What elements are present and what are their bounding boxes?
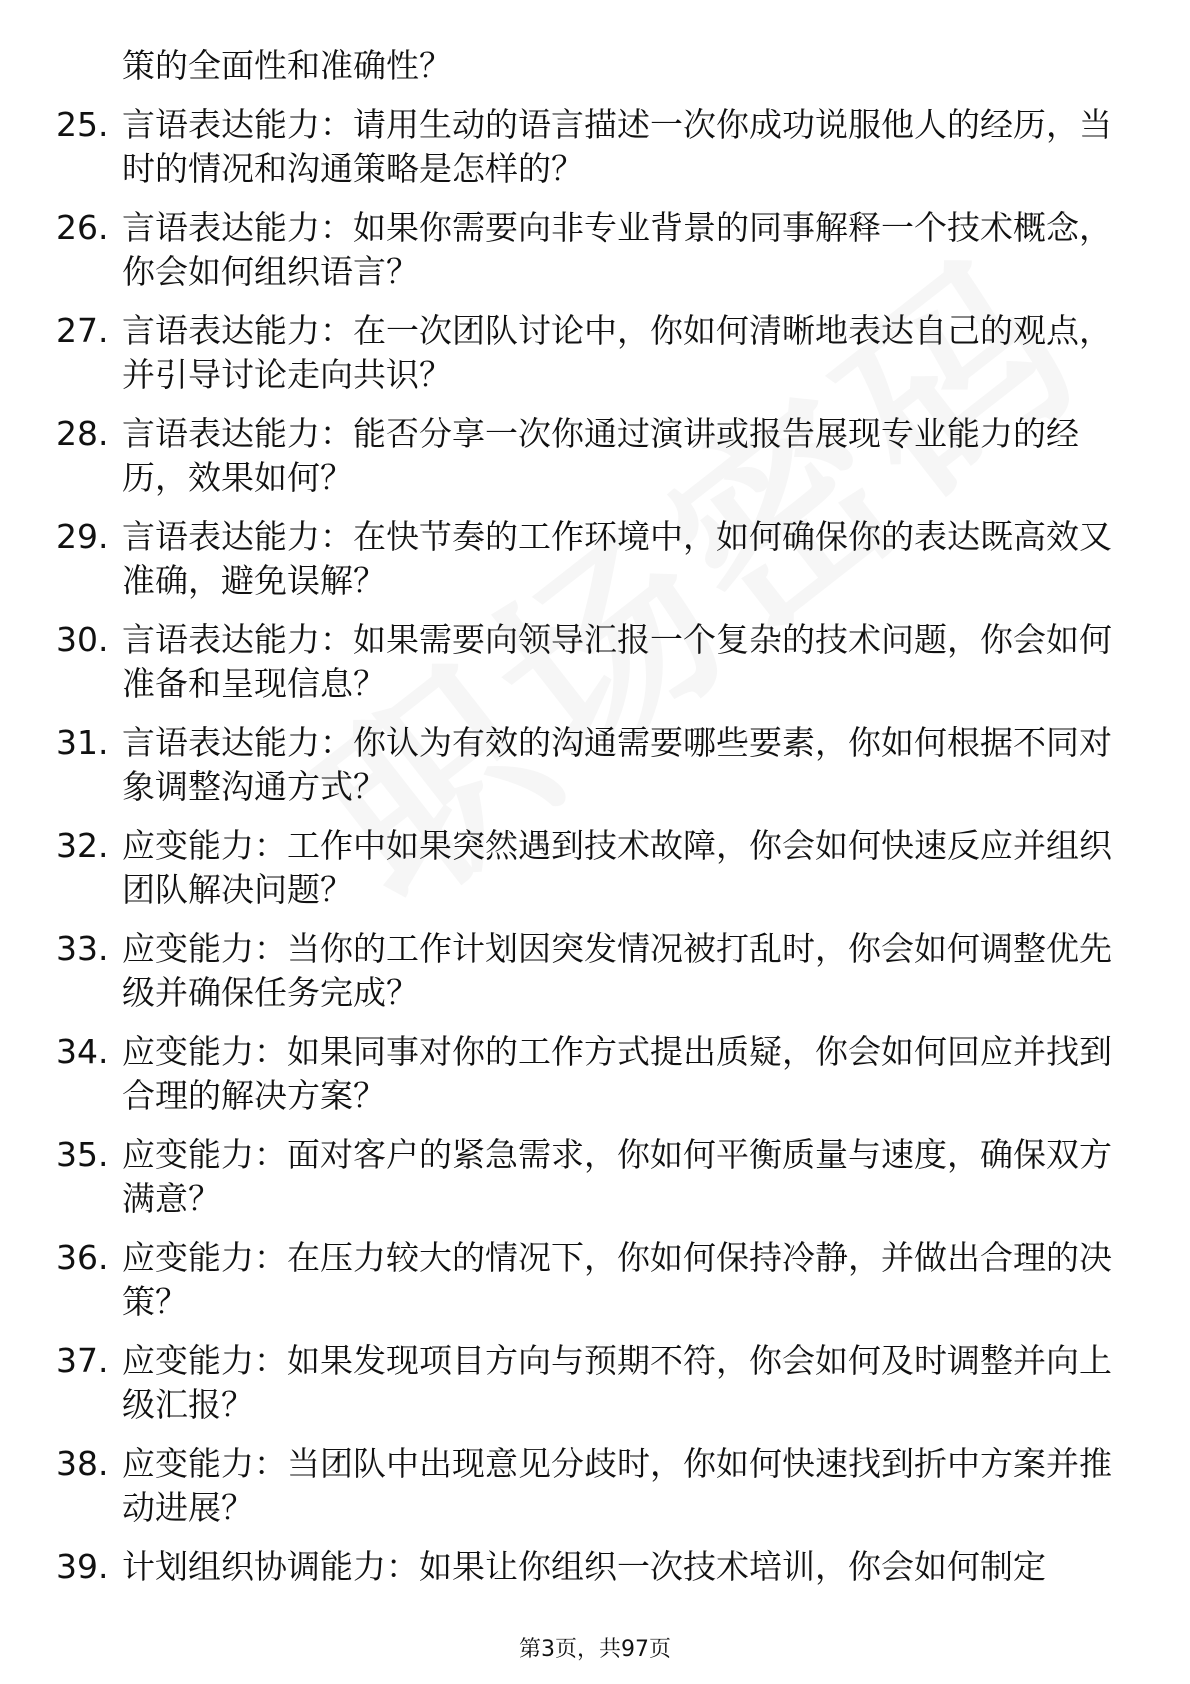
question-text: 言语表达能力：请用生动的语言描述一次你成功说服他人的经历，当时的情况和沟通策略是怎样的？ (122, 105, 1112, 188)
question-text: 应变能力：当团队中出现意见分歧时，你如何快速找到折中方案并推动进展？ (122, 1444, 1112, 1527)
question-number: 39. (56, 1547, 109, 1586)
question-text: 言语表达能力：你认为有效的沟通需要哪些要素，你如何根据不同对象调整沟通方式？ (122, 723, 1112, 806)
question-list (56, 103, 1136, 1589)
question-content (56, 44, 1136, 1589)
question-item (56, 824, 1136, 912)
question-text: 计划组织协调能力：如果让你组织一次技术培训，你会如何制定 (122, 1547, 1046, 1586)
question-text: 应变能力：在压力较大的情况下，你如何保持冷静，并做出合理的决策？ (122, 1238, 1112, 1321)
question-number: 28. (56, 414, 109, 453)
question-number: 33. (56, 929, 109, 968)
question-item (56, 309, 1136, 397)
question-text: 言语表达能力：如果需要向领导汇报一个复杂的技术问题，你会如何准备和呈现信息？ (122, 620, 1112, 703)
question-item (56, 515, 1136, 603)
question-number: 35. (56, 1135, 109, 1174)
question-text: 言语表达能力：在一次团队讨论中，你如何清晰地表达自己的观点，并引导讨论走向共识？ (122, 311, 1112, 394)
question-item (56, 412, 1136, 500)
question-number: 31. (56, 723, 109, 762)
question-item (56, 1133, 1136, 1221)
question-number: 30. (56, 620, 109, 659)
question-number: 36. (56, 1238, 109, 1277)
page-number: 第3页，共97页 (519, 1637, 671, 1662)
question-item (56, 1442, 1136, 1530)
question-number: 34. (56, 1032, 109, 1071)
question-text: 应变能力：工作中如果突然遇到技术故障，你会如何快速反应并组织团队解决问题？ (122, 826, 1112, 909)
question-item (56, 618, 1136, 706)
question-item (56, 1030, 1136, 1118)
question-text: 言语表达能力：如果你需要向非专业背景的同事解释一个技术概念，你会如何组织语言？ (122, 208, 1112, 291)
question-text: 言语表达能力：能否分享一次你通过演讲或报告展现专业能力的经历，效果如何？ (122, 414, 1079, 497)
question-item (56, 1339, 1136, 1427)
question-number: 25. (56, 105, 109, 144)
question-number: 27. (56, 311, 109, 350)
question-item (56, 1545, 1136, 1589)
question-text: 应变能力：面对客户的紧急需求，你如何平衡质量与速度，确保双方满意？ (122, 1135, 1112, 1218)
question-number: 26. (56, 208, 109, 247)
question-item (56, 1236, 1136, 1324)
question-text: 应变能力：当你的工作计划因突发情况被打乱时，你会如何调整优先级并确保任务完成？ (122, 929, 1112, 1012)
continuation-text: 策的全面性和准确性？ (122, 46, 452, 85)
question-number: 29. (56, 517, 109, 556)
question-text: 应变能力：如果同事对你的工作方式提出质疑，你会如何回应并找到合理的解决方案？ (122, 1032, 1112, 1115)
question-number: 37. (56, 1341, 109, 1380)
question-number: 32. (56, 826, 109, 865)
question-text: 言语表达能力：在快节奏的工作环境中，如何确保你的表达既高效又准确，避免误解？ (122, 517, 1112, 600)
question-number: 38. (56, 1444, 109, 1483)
question-item (56, 206, 1136, 294)
question-item (56, 721, 1136, 809)
question-text: 应变能力：如果发现项目方向与预期不符，你会如何及时调整并向上级汇报？ (122, 1341, 1112, 1424)
question-item (56, 103, 1136, 191)
question-item (56, 927, 1136, 1015)
